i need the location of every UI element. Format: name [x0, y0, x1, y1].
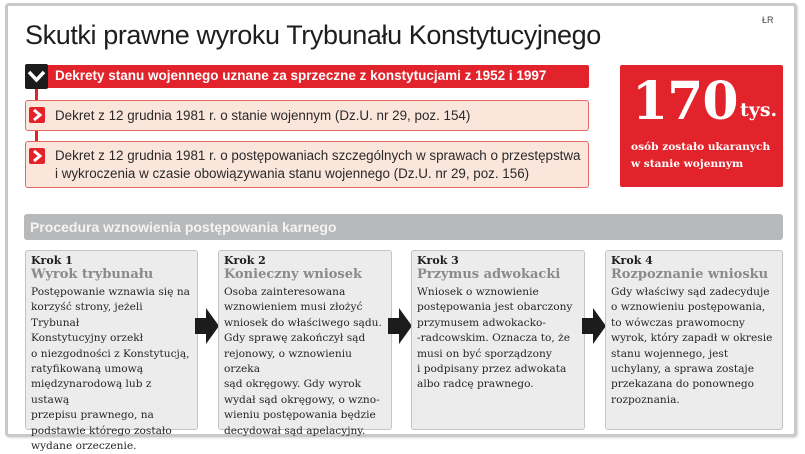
step-number: Krok 3: [417, 254, 459, 267]
procedure-heading-bar: [24, 214, 783, 240]
decree-text-line: i wykroczenia w czasie obowiązywania stanu wojennego (Dz.U. nr 29, poz. 156): [55, 166, 530, 181]
chevron-right-icon: [29, 148, 45, 164]
stat-value: 170: [632, 71, 738, 132]
decree-item: [25, 141, 589, 188]
stat-unit: tys.: [740, 99, 778, 121]
arrow-right-icon: [195, 306, 219, 346]
step-body: Postępowanie wznawia się na korzyść strony, jeżeli Trybunał Konstytucyjny orzekł o niezgodności z Konstytucją, ratyfikowaną umową międzynarodową lub z ustawą przepisu prawnego, na podstawie którego zostało wydane orzeczenie.: [31, 286, 190, 453]
step-body: Gdy właściwy sąd zadecyduje o wznowieniu postępowania, to wówczas prawomocny wyrok, który zapadł w okresie stanu wojennego, jest uchylany, a sprawa zostaje przekazana do ponownego rozpoznania.: [611, 286, 773, 406]
step-number: Krok 1: [31, 254, 73, 267]
decree-text: Dekret z 12 grudnia 1981 r. o stanie wojennym (Dz.U. nr 29, poz. 154): [55, 108, 471, 123]
step-title: Rozpoznanie wniosku: [611, 267, 769, 282]
step-title: Konieczny wniosek: [224, 267, 363, 282]
chevron-down-icon: [25, 64, 48, 89]
step-number: Krok 4: [611, 254, 653, 267]
step-card: [411, 250, 585, 430]
decree-text-line: Dekret z 12 grudnia 1981 r. o postępowaniach szczególnych w sprawach o przestępstwa: [55, 148, 581, 163]
procedure-heading: Procedura wznowienia postępowania karnego: [30, 219, 337, 235]
stat-box: [620, 65, 783, 187]
chevron-right-icon: [29, 107, 45, 123]
step-body: Osoba zainteresowana wznowieniem musi złożyć wniosek do właściwego sądu. Gdy sprawę zakończył sąd rejonowy, o wznowieniu orzeka sąd okręgowy. Gdy wyrok wydał sąd okręgowy, o wzno- wieniu postępowania będzie decydował sąd apelacyjny.: [224, 286, 382, 437]
step-title: Przymus adwokacki: [417, 267, 561, 282]
step-card: [25, 250, 198, 453]
step-card: [218, 250, 392, 437]
page-title: Skutki prawne wyroku Trybunału Konstytucyjnego: [25, 20, 601, 50]
step-body: Wniosek o wznowienie postępowania jest obarczony przymusem adwokacko- -radcowskim. Oznacza to, że musi on być sporządzony i podpisany przez adwokata albo radcę prawnego.: [417, 286, 573, 391]
step-card: [605, 250, 783, 430]
decrees-heading: Dekrety stanu wojennego uznane za sprzeczne z konstytucjami z 1952 i 1997: [55, 68, 547, 83]
decree-item: [25, 100, 589, 131]
step-number: Krok 2: [224, 254, 266, 267]
arrow-right-icon: [582, 306, 606, 346]
author-credit: ŁR: [762, 15, 774, 25]
arrow-right-icon: [388, 306, 412, 346]
stat-description: osób zostało ukaranych w stanie wojennym: [631, 141, 771, 170]
step-title: Wyrok trybunału: [31, 267, 154, 282]
